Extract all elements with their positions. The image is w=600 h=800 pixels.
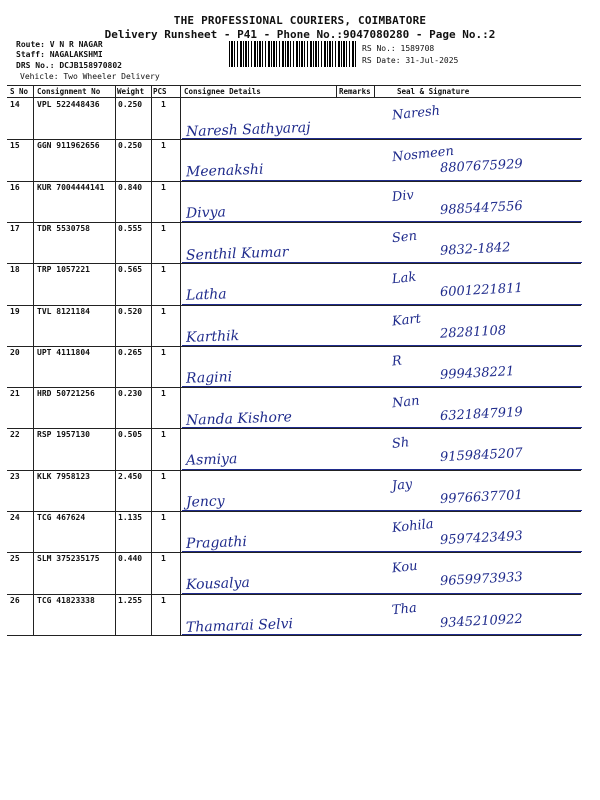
row-divider (7, 305, 581, 306)
name-underline (182, 180, 582, 181)
name-underline (182, 469, 582, 470)
name-underline (182, 551, 582, 552)
row-divider (7, 511, 581, 512)
row-sno: 26 (10, 595, 20, 605)
col-header-remarks: Remarks (339, 87, 371, 96)
col-divider (336, 85, 337, 98)
signature: Sen (391, 228, 418, 247)
consignee-name: Thamarai Selvi (185, 615, 294, 636)
name-underline (182, 593, 582, 594)
signature: Naresh (391, 103, 441, 124)
signature: Nan (391, 393, 421, 412)
col-header-consignment: Consignment No (37, 87, 101, 96)
table-top-line (7, 85, 581, 86)
name-underline (182, 345, 582, 346)
col-header-pcs: PCS (153, 87, 167, 96)
row-divider (7, 181, 581, 182)
row-divider (7, 594, 581, 595)
name-underline (182, 138, 582, 139)
row-consignment: RSP 1957130 (37, 430, 90, 440)
row-divider (7, 222, 581, 223)
barcode (229, 41, 356, 67)
phone-number: 9885447556 (439, 198, 524, 218)
row-consignment: KLK 7958123 (37, 471, 90, 481)
phone-number: 6321847919 (439, 404, 524, 425)
signature: Kart (391, 311, 422, 329)
row-pcs: 1 (161, 141, 166, 151)
row-sno: 21 (10, 389, 20, 399)
row-pcs: 1 (161, 223, 166, 233)
row-consignment: TRP 1057221 (37, 265, 90, 275)
row-pcs: 1 (161, 306, 166, 316)
name-underline (182, 262, 582, 263)
signature: Div (391, 187, 415, 205)
row-sno: 16 (10, 182, 20, 192)
row-pcs: 1 (161, 554, 166, 564)
row-pcs: 1 (161, 182, 166, 192)
row-sno: 24 (10, 513, 20, 522)
signature: R (391, 353, 403, 370)
consignee-name: Nanda Kishore (185, 409, 293, 429)
consignee-name: Naresh Sathyaraj (185, 119, 311, 141)
phone-number: 9597423493 (439, 528, 524, 549)
row-weight: 1.135 (118, 513, 143, 522)
row-weight: 0.250 (118, 100, 143, 109)
rs-number: RS No.: 1589708 (362, 44, 435, 53)
phone-number: 999438221 (439, 363, 515, 383)
name-underline (182, 304, 582, 305)
row-weight: 0.555 (118, 223, 143, 233)
name-underline (182, 510, 582, 511)
row-weight: 0.230 (118, 389, 143, 399)
consignee-name: Karthik (185, 327, 240, 346)
phone-number: 9345210922 (439, 611, 524, 631)
row-divider (7, 263, 581, 264)
signature: Jay (391, 476, 414, 494)
drs-label: DRS No.: DCJB158970802 (16, 61, 122, 70)
consignee-name: Ragini (185, 368, 233, 387)
row-weight: 0.265 (118, 347, 143, 357)
row-weight: 1.255 (118, 595, 143, 605)
row-sno: 17 (10, 223, 20, 233)
row-pcs: 1 (161, 430, 166, 440)
row-weight: 0.520 (118, 306, 143, 316)
row-weight: 0.250 (118, 141, 143, 151)
row-divider (7, 470, 581, 471)
row-pcs: 1 (161, 471, 166, 481)
header-bottom-line (7, 97, 581, 98)
phone-number: 9832-1842 (439, 240, 511, 259)
signature: Kou (391, 559, 419, 577)
row-consignment: GGN 911962656 (37, 141, 100, 151)
row-divider (7, 552, 581, 553)
row-sno: 19 (10, 306, 20, 316)
row-consignment: TCG 41823338 (37, 595, 95, 605)
row-sno: 14 (10, 100, 20, 109)
staff-label: Staff: NAGALAKSHMI (16, 50, 103, 59)
name-underline (182, 386, 582, 387)
row-pcs: 1 (161, 595, 166, 605)
row-weight: 0.565 (118, 265, 143, 275)
signature: Lak (391, 269, 417, 288)
consignee-name: Latha (185, 286, 227, 304)
signature: Nosmeen (391, 144, 455, 166)
col-header-weight: Weight (117, 87, 145, 96)
row-consignment: VPL 522448436 (37, 100, 100, 109)
row-pcs: 1 (161, 513, 166, 522)
signature: Sh (391, 435, 411, 453)
row-consignment: TDR 5530758 (37, 223, 90, 233)
row-sno: 20 (10, 347, 20, 357)
consignee-name: Asmiya (185, 451, 238, 470)
row-divider (7, 346, 581, 347)
row-consignment: TCG 467624 (37, 513, 86, 522)
row-consignment: TVL 8121184 (37, 306, 90, 316)
phone-number: 9159845207 (439, 446, 524, 466)
route-label: Route: V N R NAGAR (16, 40, 103, 49)
name-underline (182, 221, 582, 222)
col-divider (374, 85, 375, 98)
signature: Tha (391, 600, 418, 618)
row-pcs: 1 (161, 265, 166, 275)
row-sno: 23 (10, 471, 20, 481)
row-pcs: 1 (161, 389, 166, 399)
phone-number: 9976637701 (439, 487, 524, 507)
phone-number: 6001221811 (439, 281, 524, 301)
signature: Kohila (391, 516, 435, 537)
row-divider (7, 428, 581, 429)
row-pcs: 1 (161, 347, 166, 357)
runsheet-subtitle: Delivery Runsheet - P41 - Phone No.:9047080280 - Page No.:2 (104, 28, 496, 41)
consignee-name: Senthil Kumar (185, 244, 289, 264)
phone-number: 9659973933 (439, 570, 524, 590)
row-divider (7, 635, 581, 636)
row-sno: 15 (10, 141, 20, 151)
row-pcs: 1 (161, 100, 166, 109)
row-weight: 0.440 (118, 554, 143, 564)
col-header-seal: Seal & Signature (397, 87, 470, 96)
consignee-name: Meenakshi (185, 161, 264, 181)
vehicle-label: Vehicle: Two Wheeler Delivery (20, 72, 160, 81)
name-underline (182, 634, 582, 635)
row-sno: 22 (10, 430, 20, 440)
col-header-sno: S No (10, 87, 29, 96)
phone-number: 8807675929 (439, 157, 524, 177)
row-divider (7, 139, 581, 140)
phone-number: 28281108 (439, 322, 507, 342)
consignee-name: Divya (185, 203, 227, 222)
row-sno: 25 (10, 554, 20, 564)
consignee-name: Jency (185, 493, 225, 511)
row-consignment: UPT 4111804 (37, 347, 90, 357)
rs-date: RS Date: 31-Jul-2025 (362, 56, 459, 65)
row-consignment: HRD 50721256 (37, 389, 95, 399)
company-title: THE PROFESSIONAL COURIERS, COIMBATORE (173, 14, 427, 27)
row-divider (7, 387, 581, 388)
row-sno: 18 (10, 265, 20, 275)
row-weight: 0.505 (118, 430, 143, 440)
row-weight: 0.840 (118, 182, 143, 192)
row-consignment: KUR 7004444141 (37, 182, 105, 192)
consignee-name: Pragathi (185, 533, 248, 553)
row-consignment: SLM 375235175 (37, 554, 100, 564)
col-header-consignee: Consignee Details (184, 87, 261, 96)
consignee-name: Kousalya (185, 575, 251, 594)
row-weight: 2.450 (118, 471, 143, 481)
name-underline (182, 427, 582, 428)
